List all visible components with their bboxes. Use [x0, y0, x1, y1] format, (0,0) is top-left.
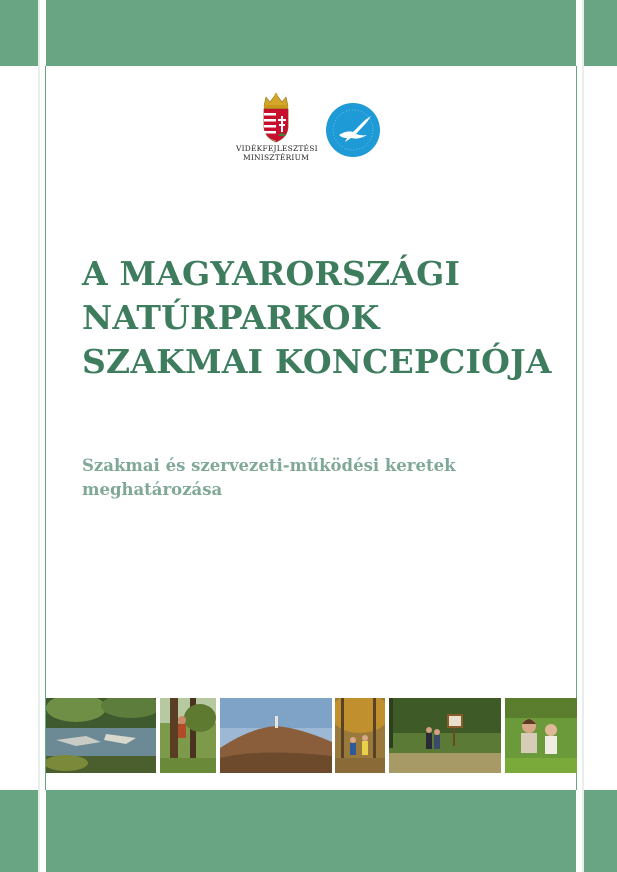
photo-family-meadow [505, 698, 577, 773]
logo-area [236, 92, 390, 172]
subtitle-line1: Szakmai és szervezeti-működési keretek [82, 456, 456, 475]
top-band-right [584, 0, 617, 66]
photo-river [46, 698, 156, 773]
document-subtitle [82, 454, 542, 502]
ministry-name [236, 144, 316, 162]
frame-line-left [38, 0, 40, 872]
photo-hill [220, 698, 332, 773]
ministry-logo [236, 92, 318, 168]
stork-logo-icon [325, 102, 381, 158]
bottom-band-left [0, 790, 38, 872]
top-band-left [0, 0, 38, 66]
ministry-name-line1: VIDÉKFEJLESZTÉSI [236, 144, 318, 153]
subtitle-line2: meghatározása [82, 480, 223, 499]
cover-page [46, 66, 576, 790]
stork-logo [325, 102, 381, 158]
hungarian-coat-of-arms-icon [240, 92, 312, 144]
document-title [82, 252, 582, 384]
top-band-center [46, 0, 576, 66]
bottom-band-center [46, 790, 576, 872]
photo-hikers-sign [389, 698, 501, 773]
title-line3: SZAKMAI KONCEPCIÓJA [82, 342, 552, 381]
frame-line-right [582, 0, 584, 872]
title-line2: NATÚRPARKOK [82, 298, 380, 337]
photo-children-forest [335, 698, 385, 773]
title-line1: A MAGYARORSZÁGI [82, 254, 461, 293]
page-border-right [576, 66, 577, 790]
bottom-band-right [584, 790, 617, 872]
photo-tree-climbing [160, 698, 216, 773]
ministry-name-line2: MINISZTÉRIUM [242, 153, 309, 162]
